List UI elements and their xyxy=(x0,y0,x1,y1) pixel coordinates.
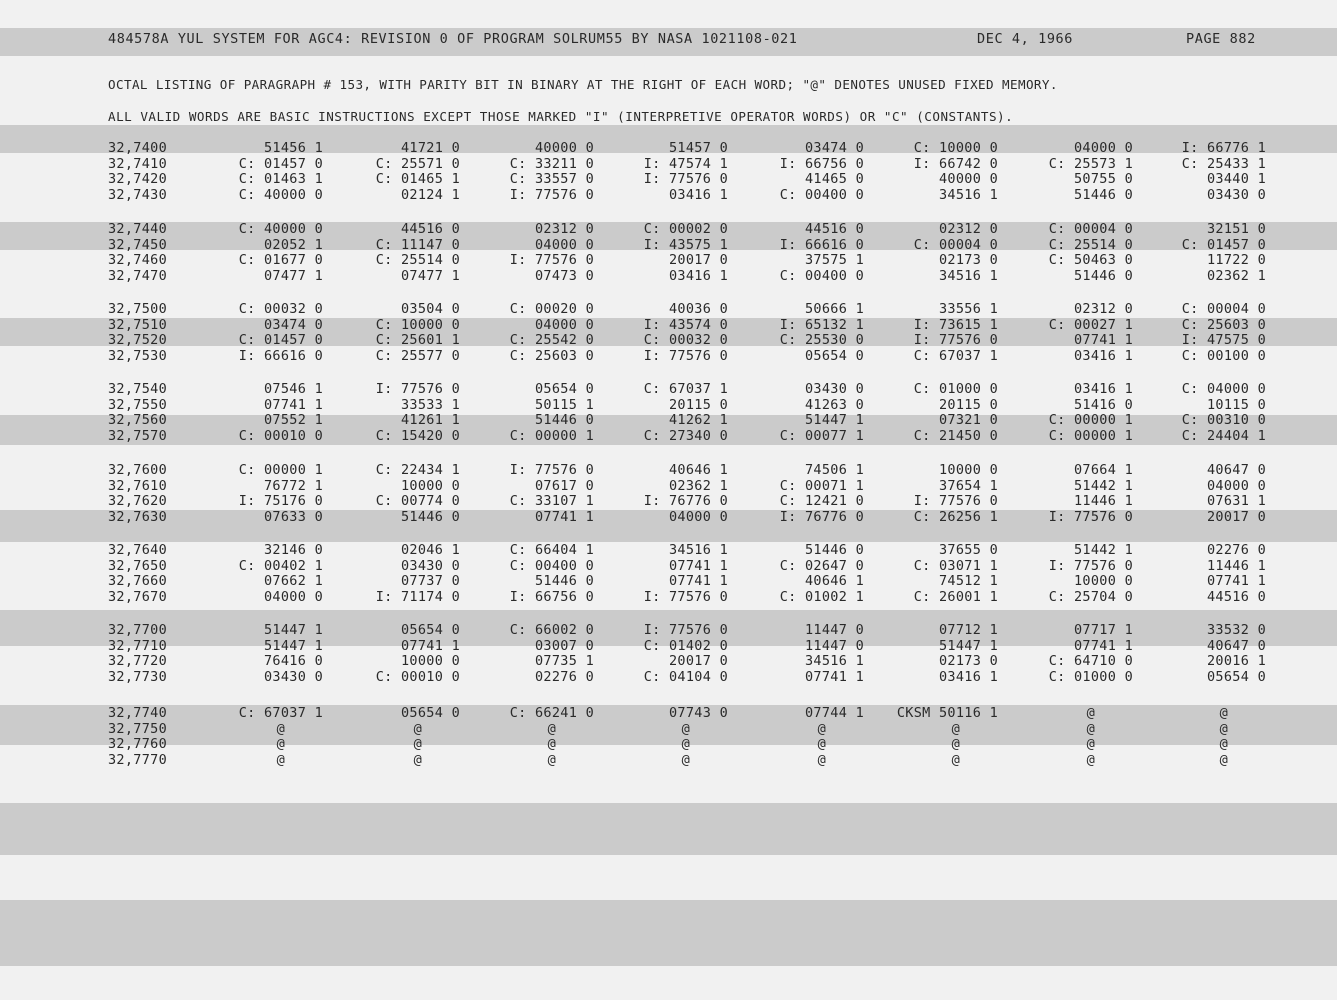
octal-word: 10000 0 xyxy=(401,653,460,669)
octal-word: 07712 1 xyxy=(939,622,998,638)
octal-word: C: 25433 1 xyxy=(1181,155,1266,172)
row-address: 32,7470 xyxy=(108,267,167,284)
unused-memory-marker: @ xyxy=(547,751,556,768)
octal-word: 07617 0 xyxy=(535,477,594,494)
octal-word: C: 01002 1 xyxy=(779,588,864,605)
paper-band xyxy=(0,900,1337,966)
octal-word: 51446 0 xyxy=(805,542,864,558)
octal-word: 51456 1 xyxy=(264,140,323,156)
row-address: 32,7670 xyxy=(108,588,167,605)
octal-word: C: 00010 0 xyxy=(375,668,460,685)
octal-word: 07744 1 xyxy=(805,705,864,721)
octal-word: 02276 0 xyxy=(535,668,594,685)
octal-word: 51442 1 xyxy=(1074,477,1133,494)
unused-memory-marker: @ xyxy=(413,736,422,752)
octal-word: 03416 1 xyxy=(1074,381,1133,397)
octal-word: 51416 0 xyxy=(1074,396,1133,413)
octal-word: 05654 0 xyxy=(401,705,460,721)
octal-word: 20115 0 xyxy=(939,396,998,413)
octal-word: 11447 0 xyxy=(805,622,864,638)
octal-word: 20017 0 xyxy=(1207,508,1266,525)
octal-word: 51446 0 xyxy=(1074,186,1133,203)
unused-memory-marker: @ xyxy=(681,720,690,737)
octal-word: 02052 1 xyxy=(264,236,323,253)
octal-word: C: 00004 0 xyxy=(1181,301,1266,317)
octal-word: 51442 1 xyxy=(1074,542,1133,558)
row-address: 32,7620 xyxy=(108,493,167,509)
octal-word: I: 66756 0 xyxy=(779,155,864,172)
octal-word: 07741 1 xyxy=(535,508,594,525)
octal-word: 05654 0 xyxy=(401,622,460,638)
octal-word: 11446 1 xyxy=(1207,557,1266,574)
row-address: 32,7770 xyxy=(108,751,167,768)
octal-word: C: 15420 0 xyxy=(375,427,460,444)
octal-word: C: 04104 0 xyxy=(643,668,728,685)
octal-word: I: 77576 0 xyxy=(913,493,998,509)
octal-word: 51446 0 xyxy=(1074,267,1133,284)
unused-memory-marker: @ xyxy=(1219,705,1228,721)
octal-word: C: 00000 1 xyxy=(1048,427,1133,444)
octal-word: 07741 1 xyxy=(1074,332,1133,348)
octal-word: 51447 1 xyxy=(939,637,998,654)
octal-word: 02124 1 xyxy=(401,186,460,203)
octal-word: C: 25530 0 xyxy=(779,332,864,348)
octal-word: C: 00000 1 xyxy=(238,462,323,478)
octal-word: 41721 0 xyxy=(401,140,460,156)
octal-word: 37575 1 xyxy=(805,252,864,268)
octal-word: 02362 1 xyxy=(1207,267,1266,284)
octal-word: 44516 0 xyxy=(805,221,864,237)
octal-word: C: 00000 1 xyxy=(509,427,594,444)
octal-word: C: 33211 0 xyxy=(509,155,594,172)
row-address: 32,7720 xyxy=(108,653,167,669)
octal-word: I: 66742 0 xyxy=(913,155,998,172)
row-address: 32,7610 xyxy=(108,477,167,494)
octal-word: 03430 0 xyxy=(1207,186,1266,203)
octal-word: 51457 0 xyxy=(669,140,728,156)
row-address: 32,7570 xyxy=(108,427,167,444)
row-address: 32,7740 xyxy=(108,705,167,721)
octal-word: C: 33557 0 xyxy=(509,171,594,187)
row-address: 32,7650 xyxy=(108,557,167,574)
octal-word: C: 01457 0 xyxy=(1181,236,1266,253)
octal-word: C: 10000 0 xyxy=(375,316,460,333)
octal-word: 03504 0 xyxy=(401,301,460,317)
row-address: 32,7460 xyxy=(108,252,167,268)
octal-word: 40000 0 xyxy=(535,140,594,156)
octal-word: I: 76776 0 xyxy=(779,508,864,525)
octal-word: 02046 1 xyxy=(401,542,460,558)
page-number: PAGE 882 xyxy=(1186,31,1256,47)
octal-word: C: 67037 1 xyxy=(238,705,323,721)
row-address: 32,7540 xyxy=(108,381,167,397)
octal-word: I: 47575 0 xyxy=(1181,332,1266,348)
octal-word: C: 00400 0 xyxy=(779,186,864,203)
octal-word: 51447 1 xyxy=(264,637,323,654)
octal-word: C: 00020 0 xyxy=(509,301,594,317)
octal-word: C: 00100 0 xyxy=(1181,347,1266,364)
octal-word: 04000 0 xyxy=(669,508,728,525)
octal-word: C: 10000 0 xyxy=(913,140,998,156)
octal-word: 40646 1 xyxy=(805,573,864,589)
octal-word: I: 66616 0 xyxy=(779,236,864,253)
octal-word: 03007 0 xyxy=(535,637,594,654)
octal-word: CKSM 50116 1 xyxy=(896,705,998,721)
octal-word: 02362 1 xyxy=(669,477,728,494)
octal-word: 50115 1 xyxy=(535,396,594,413)
listing-title: 484578A YUL SYSTEM FOR AGC4: REVISION 0 OF PROGRAM SOLRUM55 BY NASA 1021108-021 xyxy=(108,31,798,47)
row-address: 32,7550 xyxy=(108,396,167,413)
octal-word: I: 77576 0 xyxy=(643,622,728,638)
row-address: 32,7500 xyxy=(108,301,167,317)
octal-word: 10115 0 xyxy=(1207,396,1266,413)
row-address: 32,7520 xyxy=(108,332,167,348)
octal-word: C: 66002 0 xyxy=(509,622,594,638)
octal-word: 40036 0 xyxy=(669,301,728,317)
octal-word: 74506 1 xyxy=(805,462,864,478)
row-address: 32,7700 xyxy=(108,622,167,638)
octal-word: C: 21450 0 xyxy=(913,427,998,444)
octal-word: 04000 0 xyxy=(535,316,594,333)
octal-word: 20017 0 xyxy=(669,252,728,268)
unused-memory-marker: @ xyxy=(276,751,285,768)
octal-word: I: 77576 0 xyxy=(509,462,594,478)
octal-word: 20115 0 xyxy=(669,396,728,413)
octal-word: 07741 1 xyxy=(1074,637,1133,654)
octal-word: I: 77576 0 xyxy=(375,381,460,397)
octal-word: C: 01000 0 xyxy=(1048,668,1133,685)
octal-word: 40647 0 xyxy=(1207,462,1266,478)
octal-word: C: 00004 0 xyxy=(1048,221,1133,237)
octal-word: 40647 0 xyxy=(1207,637,1266,654)
octal-word: 07631 1 xyxy=(1207,493,1266,509)
octal-word: 40646 1 xyxy=(669,462,728,478)
octal-word: C: 01402 0 xyxy=(643,637,728,654)
unused-memory-marker: @ xyxy=(817,751,826,768)
unused-memory-marker: @ xyxy=(681,751,690,768)
octal-word: I: 77576 0 xyxy=(913,332,998,348)
octal-word: C: 00002 0 xyxy=(643,221,728,237)
octal-word: I: 77576 0 xyxy=(509,252,594,268)
unused-memory-marker: @ xyxy=(413,751,422,768)
unused-memory-marker: @ xyxy=(1086,720,1095,737)
octal-word: 02173 0 xyxy=(939,653,998,669)
octal-word: 11446 1 xyxy=(1074,493,1133,509)
octal-word: 07664 1 xyxy=(1074,462,1133,478)
octal-word: 10000 0 xyxy=(401,477,460,494)
octal-word: C: 01000 0 xyxy=(913,381,998,397)
octal-word: 04000 0 xyxy=(1074,140,1133,156)
octal-word: 03474 0 xyxy=(805,140,864,156)
unused-memory-marker: @ xyxy=(276,736,285,752)
octal-word: I: 77576 0 xyxy=(509,186,594,203)
row-address: 32,7760 xyxy=(108,736,167,752)
octal-word: C: 00310 0 xyxy=(1181,412,1266,428)
octal-word: C: 26256 1 xyxy=(913,508,998,525)
octal-word: C: 40000 0 xyxy=(238,221,323,237)
octal-word: 41263 0 xyxy=(805,396,864,413)
octal-word: 03440 1 xyxy=(1207,171,1266,187)
unused-memory-marker: @ xyxy=(1219,736,1228,752)
octal-word: 04000 0 xyxy=(264,588,323,605)
octal-word: C: 00010 0 xyxy=(238,427,323,444)
octal-word: C: 40000 0 xyxy=(238,186,323,203)
octal-word: C: 00402 1 xyxy=(238,557,323,574)
octal-word: 51446 0 xyxy=(401,508,460,525)
octal-word: 03416 1 xyxy=(939,668,998,685)
octal-word: 03430 0 xyxy=(264,668,323,685)
octal-word: 51446 0 xyxy=(535,412,594,428)
octal-word: C: 01457 0 xyxy=(238,155,323,172)
octal-word: C: 04000 0 xyxy=(1181,381,1266,397)
octal-word: I: 77576 0 xyxy=(1048,557,1133,574)
octal-word: 32146 0 xyxy=(264,542,323,558)
row-address: 32,7600 xyxy=(108,462,167,478)
unused-memory-marker: @ xyxy=(951,736,960,752)
octal-word: 34516 1 xyxy=(805,653,864,669)
octal-word: 07735 1 xyxy=(535,653,594,669)
octal-word: 03416 1 xyxy=(1074,347,1133,364)
octal-word: 50666 1 xyxy=(805,301,864,317)
octal-word: C: 00027 1 xyxy=(1048,316,1133,333)
octal-word: C: 25601 1 xyxy=(375,332,460,348)
row-address: 32,7750 xyxy=(108,720,167,737)
octal-word: 51447 1 xyxy=(264,622,323,638)
octal-word: C: 01677 0 xyxy=(238,252,323,268)
octal-word: C: 25542 0 xyxy=(509,332,594,348)
octal-word: C: 00004 0 xyxy=(913,236,998,253)
octal-word: C: 66404 1 xyxy=(509,542,594,558)
octal-word: C: 00000 1 xyxy=(1048,412,1133,428)
octal-word: 04000 0 xyxy=(1207,477,1266,494)
octal-word: 32151 0 xyxy=(1207,221,1266,237)
octal-word: C: 67037 1 xyxy=(913,347,998,364)
row-address: 32,7710 xyxy=(108,637,167,654)
octal-word: 34516 1 xyxy=(939,186,998,203)
octal-word: 10000 0 xyxy=(939,462,998,478)
octal-word: 02276 0 xyxy=(1207,542,1266,558)
octal-word: C: 25514 0 xyxy=(1048,236,1133,253)
octal-word: 03474 0 xyxy=(264,316,323,333)
octal-word: C: 00400 0 xyxy=(509,557,594,574)
octal-word: 02312 0 xyxy=(1074,301,1133,317)
unused-memory-marker: @ xyxy=(951,751,960,768)
octal-word: I: 43574 0 xyxy=(643,316,728,333)
octal-word: 03430 0 xyxy=(401,557,460,574)
octal-word: 07737 0 xyxy=(401,573,460,589)
octal-word: 07546 1 xyxy=(264,381,323,397)
listing-date: DEC 4, 1966 xyxy=(977,31,1074,47)
octal-word: I: 43575 1 xyxy=(643,236,728,253)
octal-word: 03416 1 xyxy=(669,186,728,203)
octal-word: 07552 1 xyxy=(264,412,323,428)
octal-word: I: 66616 0 xyxy=(238,347,323,364)
octal-word: I: 66756 0 xyxy=(509,588,594,605)
unused-memory-marker: @ xyxy=(413,720,422,737)
row-address: 32,7660 xyxy=(108,573,167,589)
octal-word: 07477 1 xyxy=(401,267,460,284)
octal-word: C: 00071 1 xyxy=(779,477,864,494)
octal-word: I: 77576 0 xyxy=(1048,508,1133,525)
octal-word: 07633 0 xyxy=(264,508,323,525)
octal-word: I: 47574 1 xyxy=(643,155,728,172)
octal-word: 76772 1 xyxy=(264,477,323,494)
octal-word: 44516 0 xyxy=(1207,588,1266,605)
octal-word: 20016 1 xyxy=(1207,653,1266,669)
unused-memory-marker: @ xyxy=(1219,751,1228,768)
octal-word: 07741 1 xyxy=(669,557,728,574)
unused-memory-marker: @ xyxy=(817,720,826,737)
octal-word: 10000 0 xyxy=(1074,573,1133,589)
octal-word: C: 12421 0 xyxy=(779,493,864,509)
octal-word: I: 77576 0 xyxy=(643,588,728,605)
octal-word: C: 22434 1 xyxy=(375,462,460,478)
octal-word: 44516 0 xyxy=(401,221,460,237)
octal-word: I: 77576 0 xyxy=(643,171,728,187)
octal-word: C: 25603 0 xyxy=(1181,316,1266,333)
octal-word: C: 25571 0 xyxy=(375,155,460,172)
row-address: 32,7400 xyxy=(108,140,167,156)
octal-word: 20017 0 xyxy=(669,653,728,669)
octal-word: 07743 0 xyxy=(669,705,728,721)
octal-word: 02173 0 xyxy=(939,252,998,268)
row-address: 32,7560 xyxy=(108,412,167,428)
unused-memory-marker: @ xyxy=(1086,736,1095,752)
octal-word: 51447 1 xyxy=(805,412,864,428)
octal-word: I: 77576 0 xyxy=(643,347,728,364)
row-address: 32,7450 xyxy=(108,236,167,253)
row-address: 32,7640 xyxy=(108,542,167,558)
octal-word: 05654 0 xyxy=(535,381,594,397)
unused-memory-marker: @ xyxy=(547,736,556,752)
row-address: 32,7730 xyxy=(108,668,167,685)
octal-word: 07473 0 xyxy=(535,267,594,284)
octal-word: I: 65132 1 xyxy=(779,316,864,333)
octal-word: 07741 1 xyxy=(669,573,728,589)
octal-word: C: 66241 0 xyxy=(509,705,594,721)
octal-word: C: 02647 0 xyxy=(779,557,864,574)
octal-word: 07741 1 xyxy=(401,637,460,654)
description-line-1: OCTAL LISTING OF PARAGRAPH # 153, WITH PARITY BIT IN BINARY AT THE RIGHT OF EACH WORD; "@" DENOTES UNUSED FIXED MEMORY. xyxy=(108,77,1058,92)
octal-word: 34516 1 xyxy=(669,542,728,558)
octal-word: 05654 0 xyxy=(805,347,864,364)
octal-word: 33556 1 xyxy=(939,301,998,317)
octal-word: 11722 0 xyxy=(1207,252,1266,268)
octal-word: C: 25704 0 xyxy=(1048,588,1133,605)
row-address: 32,7530 xyxy=(108,347,167,364)
octal-word: 02312 0 xyxy=(535,221,594,237)
octal-word: 07741 1 xyxy=(264,396,323,413)
octal-word: C: 33107 1 xyxy=(509,493,594,509)
octal-word: C: 03071 1 xyxy=(913,557,998,574)
unused-memory-marker: @ xyxy=(276,720,285,737)
octal-word: 02312 0 xyxy=(939,221,998,237)
octal-word: 07477 1 xyxy=(264,267,323,284)
octal-word: C: 27340 0 xyxy=(643,427,728,444)
octal-word: 05654 0 xyxy=(1207,668,1266,685)
octal-word: 50755 0 xyxy=(1074,171,1133,187)
octal-word: C: 01457 0 xyxy=(238,332,323,348)
octal-word: 40000 0 xyxy=(939,171,998,187)
octal-word: 41262 1 xyxy=(669,412,728,428)
unused-memory-marker: @ xyxy=(817,736,826,752)
unused-memory-marker: @ xyxy=(1086,751,1095,768)
octal-word: 41261 1 xyxy=(401,412,460,428)
octal-word: C: 64710 0 xyxy=(1048,653,1133,669)
octal-word: I: 73615 1 xyxy=(913,316,998,333)
octal-word: 76416 0 xyxy=(264,653,323,669)
row-address: 32,7630 xyxy=(108,508,167,525)
octal-word: 74512 1 xyxy=(939,573,998,589)
octal-word: C: 25573 1 xyxy=(1048,155,1133,172)
row-address: 32,7440 xyxy=(108,221,167,237)
octal-word: C: 50463 0 xyxy=(1048,252,1133,268)
description-line-2: ALL VALID WORDS ARE BASIC INSTRUCTIONS EXCEPT THOSE MARKED "I" (INTERPRETIVE OPERATOR WORDS) OR "C" (CONSTANTS). xyxy=(108,109,1014,124)
octal-word: 07321 0 xyxy=(939,412,998,428)
octal-word: C: 25514 0 xyxy=(375,252,460,268)
octal-word: 51446 0 xyxy=(535,573,594,589)
octal-word: 07741 1 xyxy=(1207,573,1266,589)
row-address: 32,7430 xyxy=(108,186,167,203)
octal-word: C: 00774 0 xyxy=(375,493,460,509)
row-address: 32,7420 xyxy=(108,171,167,187)
octal-word: C: 11147 0 xyxy=(375,236,460,253)
octal-word: 41465 0 xyxy=(805,171,864,187)
octal-word: 07662 1 xyxy=(264,573,323,589)
octal-word: 03416 1 xyxy=(669,267,728,284)
octal-word: C: 00077 1 xyxy=(779,427,864,444)
octal-word: I: 76776 0 xyxy=(643,493,728,509)
unused-memory-marker: @ xyxy=(681,736,690,752)
octal-word: I: 75176 0 xyxy=(238,493,323,509)
octal-word: 37654 1 xyxy=(939,477,998,494)
octal-word: 37655 0 xyxy=(939,542,998,558)
octal-word: C: 00032 0 xyxy=(238,301,323,317)
octal-word: 33533 1 xyxy=(401,396,460,413)
octal-word: C: 24404 1 xyxy=(1181,427,1266,444)
unused-memory-marker: @ xyxy=(547,720,556,737)
octal-word: C: 01463 1 xyxy=(238,171,323,187)
octal-word: I: 66776 1 xyxy=(1181,140,1266,156)
octal-word: 04000 0 xyxy=(535,236,594,253)
octal-word: 07741 1 xyxy=(805,668,864,685)
paper-band xyxy=(0,803,1337,855)
octal-word: C: 00400 0 xyxy=(779,267,864,284)
octal-word: C: 67037 1 xyxy=(643,381,728,397)
octal-word: C: 25603 0 xyxy=(509,347,594,364)
octal-word: C: 00032 0 xyxy=(643,332,728,348)
octal-word: C: 25577 0 xyxy=(375,347,460,364)
octal-word: 11447 0 xyxy=(805,637,864,654)
octal-word: 34516 1 xyxy=(939,267,998,284)
octal-word: C: 26001 1 xyxy=(913,588,998,605)
unused-memory-marker: @ xyxy=(951,720,960,737)
row-address: 32,7410 xyxy=(108,155,167,172)
octal-word: 33532 0 xyxy=(1207,622,1266,638)
octal-word: C: 01465 1 xyxy=(375,171,460,187)
octal-word: 07717 1 xyxy=(1074,622,1133,638)
unused-memory-marker: @ xyxy=(1219,720,1228,737)
octal-word: I: 71174 0 xyxy=(375,588,460,605)
unused-memory-marker: @ xyxy=(1086,705,1095,721)
octal-word: 03430 0 xyxy=(805,381,864,397)
row-address: 32,7510 xyxy=(108,316,167,333)
